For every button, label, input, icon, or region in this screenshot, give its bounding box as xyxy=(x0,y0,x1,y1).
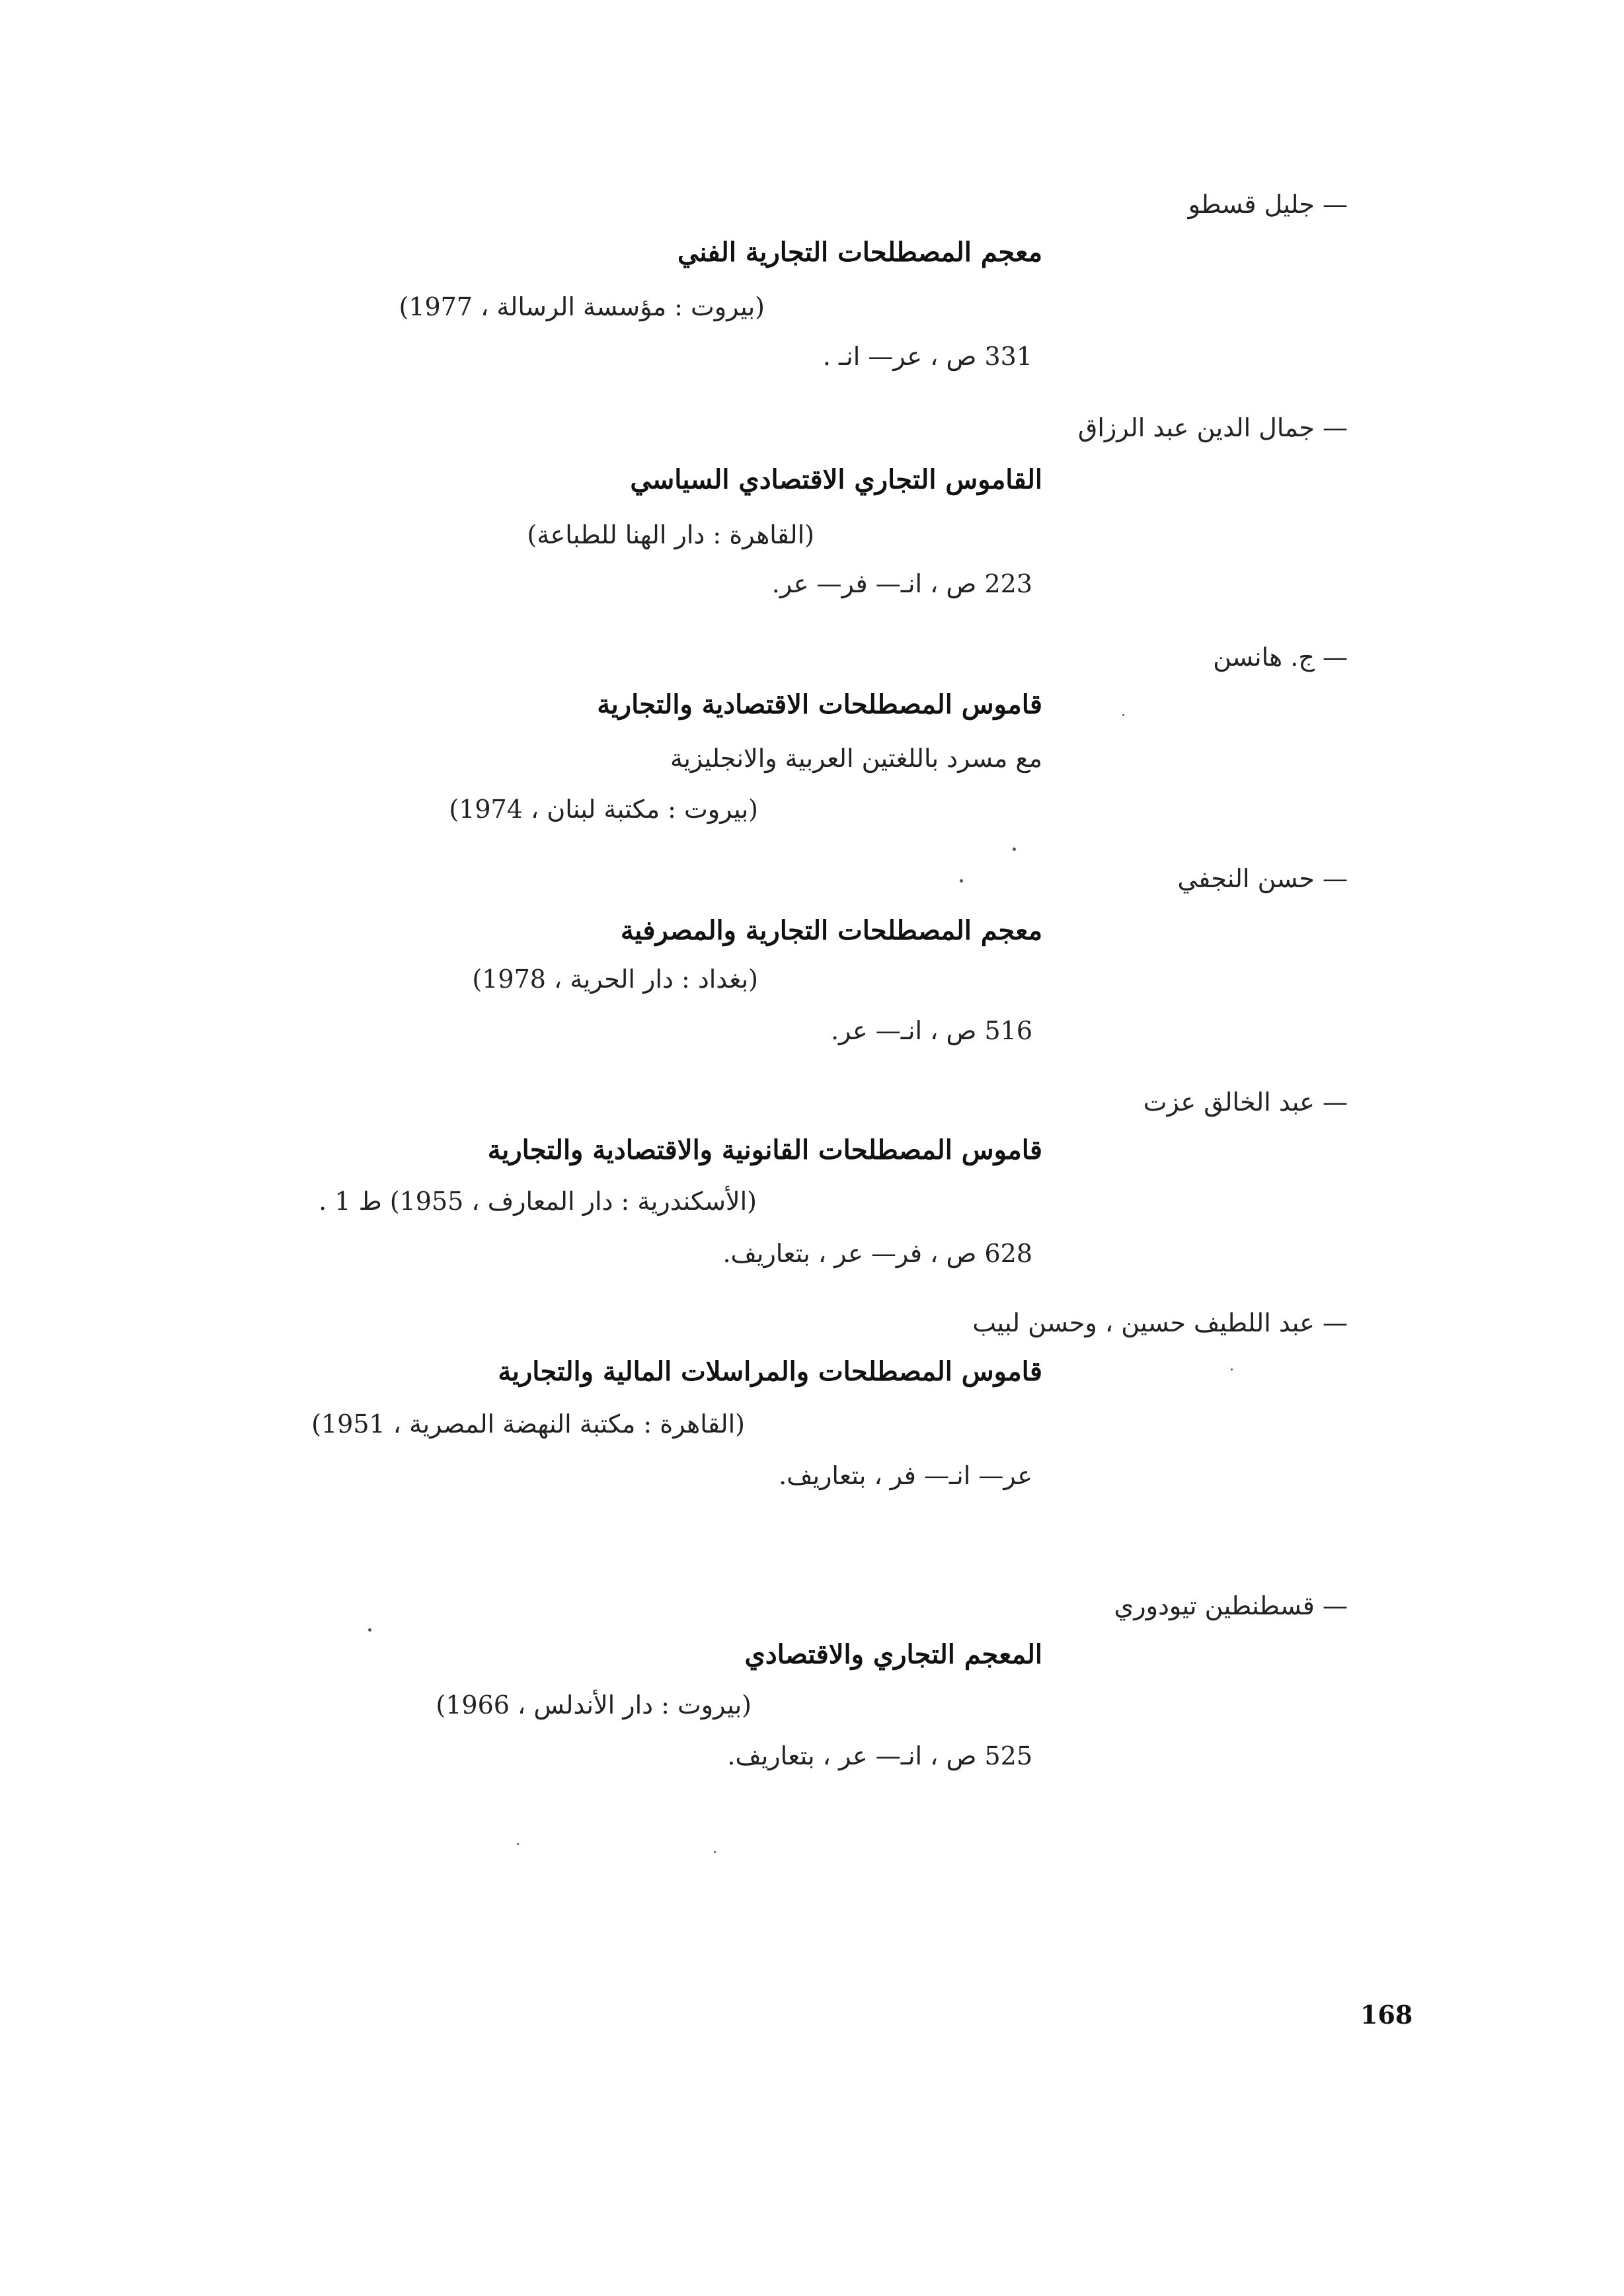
entry-title: قاموس المصطلحات والمراسلات المالية والتجارية xyxy=(498,1356,1042,1387)
entry-title: المعجم التجاري والاقتصادي xyxy=(744,1639,1042,1670)
entry-title: قاموس المصطلحات القانونية والاقتصادية والتجارية xyxy=(487,1134,1042,1166)
page-number: 168 xyxy=(1360,2000,1413,2030)
entry-publication: (بيروت : دار الأندلس ، 1966) xyxy=(436,1690,752,1720)
entry-title: معجم المصطلحات التجارية والمصرفية xyxy=(620,915,1042,946)
entry-description: عر— انـ— فر ، بتعاريف. xyxy=(779,1461,1032,1490)
entry-publication: (بغداد : دار الحرية ، 1978) xyxy=(472,965,758,994)
entry-author: — عبد الخالق عزت xyxy=(1143,1088,1348,1117)
entry-publication: (بيروت : مؤسسة الرسالة ، 1977) xyxy=(399,292,765,321)
entry-publication: (القاهرة : مكتبة النهضة المصرية ، 1951) xyxy=(311,1409,745,1439)
scan-speck xyxy=(714,1851,716,1853)
scan-speck xyxy=(960,879,963,883)
entry-author: — ج. هانسن xyxy=(1213,643,1348,672)
entry-title: قاموس المصطلحات الاقتصادية والتجارية xyxy=(597,689,1042,720)
entry-title: معجم المصطلحات التجارية الفني xyxy=(677,237,1042,268)
scan-speck xyxy=(1122,714,1124,716)
entry-author: — قسطنطين تيودوري xyxy=(1114,1591,1348,1620)
scan-speck xyxy=(1231,1368,1233,1370)
entry-author: — عبد اللطيف حسين ، وحسن لبيب xyxy=(972,1308,1348,1337)
scan-speck xyxy=(517,1843,519,1845)
entry-publication: (بيروت : مكتبة لبنان ، 1974) xyxy=(449,795,758,824)
entry-publication: (القاهرة : دار الهنا للطباعة) xyxy=(527,520,814,549)
entry-description: 223 ص ، انـ— فر— عر. xyxy=(771,569,1032,598)
entry-publication: (الأسكندرية : دار المعارف ، 1955) ط 1 . xyxy=(319,1187,757,1216)
entry-author: — حسن النجفي xyxy=(1177,864,1348,893)
scan-speck xyxy=(1013,848,1016,851)
entry-description: 516 ص ، انـ— عر. xyxy=(830,1016,1032,1045)
entry-description: 331 ص ، عر— انـ . xyxy=(822,342,1032,371)
entry-author: — جمال الدين عبد الرزاق xyxy=(1077,413,1348,442)
entry-title: القاموس التجاري الاقتصادي السياسي xyxy=(630,464,1042,495)
entry-description: 628 ص ، فر— عر ، بتعاريف. xyxy=(722,1239,1032,1268)
entry-subtitle: مع مسرد باللغتين العربية والانجليزية xyxy=(670,744,1042,773)
entry-description: 525 ص ، انـ— عر ، بتعاريف. xyxy=(727,1741,1032,1770)
entry-author: — جليل قسطو xyxy=(1188,190,1348,219)
scan-speck xyxy=(368,1628,371,1632)
